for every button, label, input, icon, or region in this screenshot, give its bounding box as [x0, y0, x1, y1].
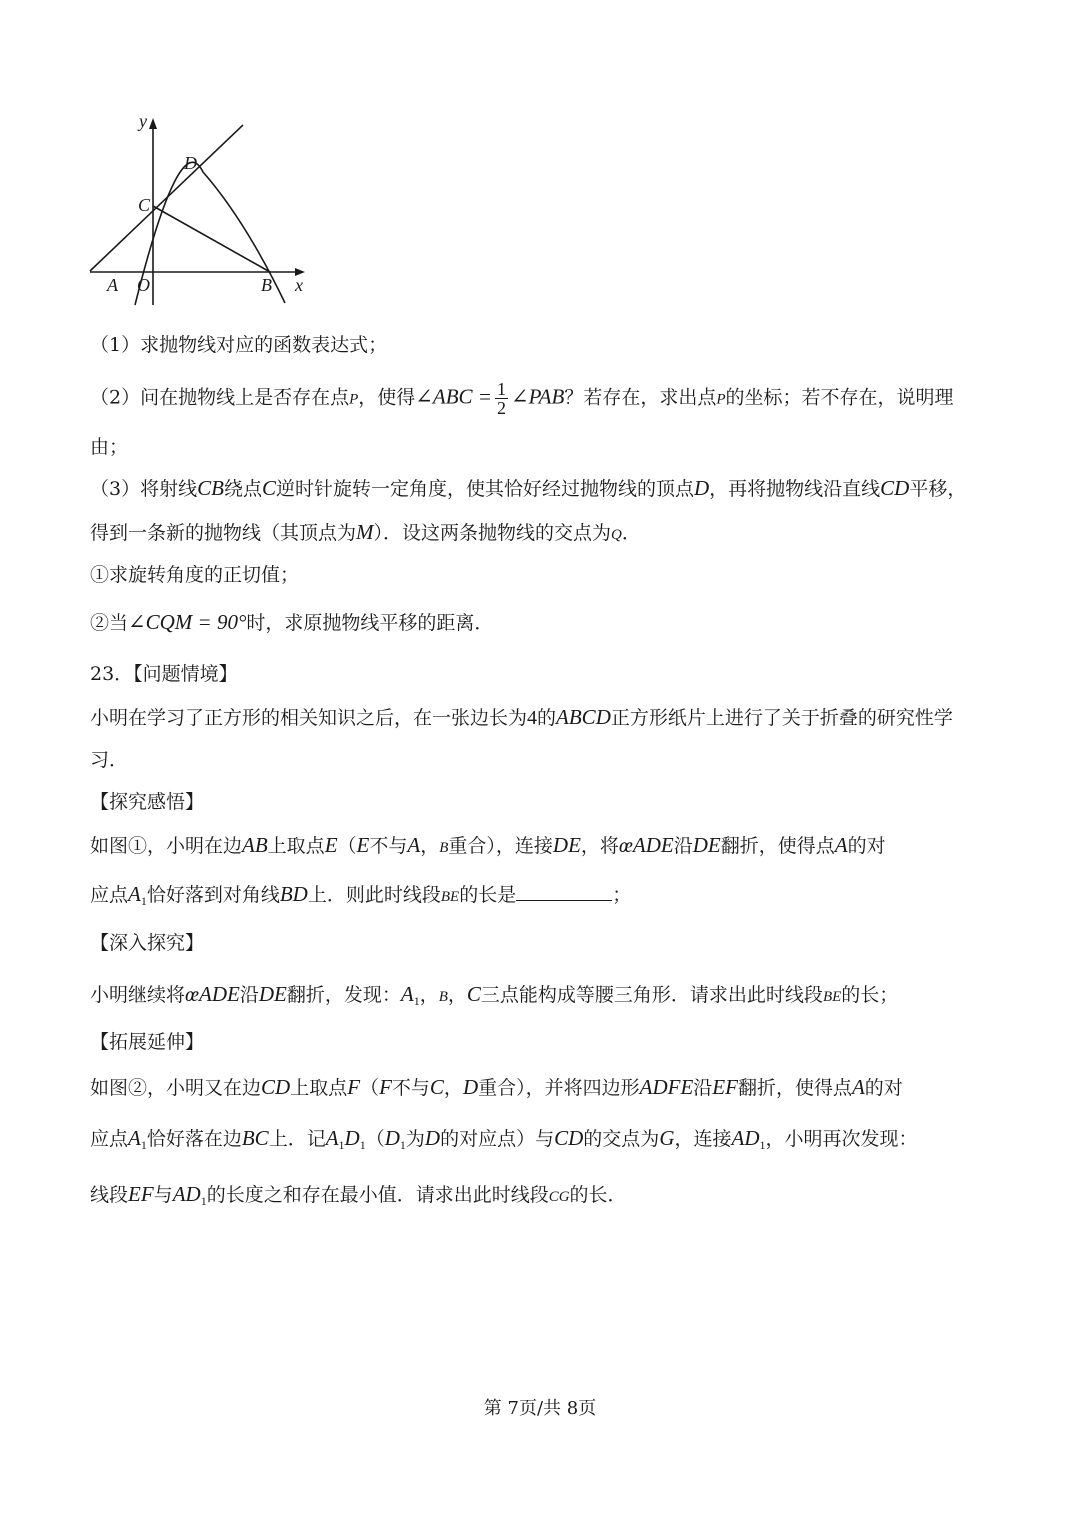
extend-line2 [90, 1124, 990, 1153]
segment-ad1-2-letters: AD [172, 1182, 201, 1206]
q23-intro-text-c: 正方形纸片上进行了关于折叠的研究性学 [610, 707, 953, 729]
extend-text-g: 沿 [693, 1077, 713, 1099]
section-explore-title: 【探究感悟】 [90, 791, 205, 813]
segment-a1d1-d: D [344, 1126, 360, 1150]
point-d: D [693, 476, 710, 500]
label-b: B [261, 275, 272, 295]
point-c-2: C [466, 982, 481, 1006]
explore-text-k: 应点 [90, 884, 129, 906]
segment-ef-2: EF [128, 1182, 154, 1206]
point-a1-2 [401, 982, 420, 1006]
point-q: Q [611, 527, 622, 543]
extend-text-r: ，小明再次发现： [765, 1128, 918, 1150]
fraction-half [495, 380, 508, 417]
segment-be-2: BE [822, 989, 842, 1005]
deep-text-c: 翻折，发现： [286, 984, 401, 1006]
extend-text-v: 的长． [569, 1184, 627, 1206]
point-a-3: A [851, 1075, 865, 1099]
point-b-2: B [438, 989, 448, 1005]
explore-text-i: 翻折，使得点 [720, 835, 835, 857]
square-abcd: ABCD [556, 705, 611, 729]
extend-text-q: ，连接 [674, 1128, 732, 1150]
point-b: B [439, 840, 449, 856]
line-cb [153, 206, 270, 272]
q22-part3-text-f: 得到一条新的抛物线（其顶点为 [90, 522, 357, 544]
subscript-1: 1 [759, 1138, 766, 1152]
section-deep [90, 929, 990, 957]
segment-cg: CG [548, 1189, 570, 1205]
label-a: A [107, 275, 118, 295]
section-extend-title: 【拓展延伸】 [90, 1031, 205, 1053]
extend-text-n: 为 [405, 1128, 425, 1150]
point-a-2: A [834, 833, 848, 857]
q23-intro-cont [90, 746, 990, 774]
extend-text-c: （ [360, 1077, 380, 1099]
q22-sub1-text: ①求旋转角度的正切值； [90, 564, 300, 586]
side-cd-2: CD [554, 1126, 584, 1150]
point-a1-3 [128, 1126, 147, 1150]
q22-sub2-text-b: 时，求原抛物线平移的距离． [246, 612, 494, 634]
extend-line3 [90, 1180, 990, 1211]
ray-cb: CB [197, 476, 224, 500]
point-c: C [261, 476, 276, 500]
extend-text-e: ， [443, 1077, 463, 1099]
triangle-ade: œADE [618, 833, 674, 857]
label-x: x [295, 275, 303, 295]
q22-part2-text-a: （2）问在抛物线上是否存在点 [90, 386, 350, 409]
triangle-ade-2: œADE [185, 982, 240, 1006]
extend-text-i: 的对 [864, 1077, 903, 1099]
q22-part1 [90, 331, 990, 359]
point-a1-3-letter: A [128, 1126, 141, 1150]
point-a1-letter: A [128, 882, 141, 906]
explore-text-o: ； [612, 884, 632, 906]
subscript-1: 1 [200, 1194, 207, 1208]
subscript-1: 1 [140, 894, 147, 908]
segment-a1d1-a: A [325, 1126, 339, 1150]
segment-ad1-letters: AD [731, 1126, 760, 1150]
q22-part3-text-c: 逆时针旋转一定角度，使其恰好经过抛物线的顶点 [275, 478, 694, 500]
q22-part3-text-g: ）．设这两条抛物线的交点为 [373, 522, 612, 544]
q22-part3-text-e: 平移， [909, 478, 967, 500]
q23-heading [90, 660, 990, 688]
explore-line1 [90, 831, 990, 862]
segment-ef: EF [712, 1075, 738, 1099]
explore-text-g: ，将 [580, 835, 619, 857]
side-bc: BC [241, 1126, 269, 1150]
explore-text-f: 重合），连接 [448, 835, 553, 857]
subscript-1: 1 [359, 1138, 366, 1152]
q22-part2-text-e: 由； [90, 436, 129, 458]
point-a: A [407, 833, 421, 857]
subscript-1: 1 [140, 1138, 147, 1152]
q22-part3-cont [90, 518, 990, 549]
q22-part3-text-a: （3）将射线 [90, 478, 198, 500]
q22-part2 [90, 380, 990, 417]
side-length: 4 [527, 707, 538, 729]
point-a1-2-letter: A [400, 982, 414, 1006]
extend-line1 [90, 1073, 990, 1102]
segment-a1d1 [326, 1126, 366, 1150]
point-g: G [659, 1126, 675, 1150]
point-m: M [356, 520, 374, 544]
side-ab: AB [242, 833, 268, 857]
point-d-2: D [462, 1075, 479, 1099]
label-o: O [137, 275, 150, 295]
parabola-figure [85, 105, 325, 320]
point-p: P [349, 391, 359, 408]
subscript-1: 1 [338, 1138, 345, 1152]
extend-text-t: 与 [153, 1184, 173, 1206]
point-c-3: C [429, 1075, 444, 1099]
deep-line1 [90, 980, 990, 1011]
section-deep-title: 【深入探究】 [90, 932, 205, 954]
angle-abc: ∠ABC = [415, 384, 492, 409]
q22-part2-text-b: ，使得 [358, 386, 416, 409]
extend-text-j: 应点 [90, 1128, 129, 1150]
extend-text-p: 的交点为 [583, 1128, 660, 1150]
explore-text-m: 上．则此时线段 [307, 884, 441, 906]
subscript-1: 1 [399, 1138, 406, 1152]
section-explore [90, 788, 990, 816]
explore-text-l: 恰好落到对角线 [146, 884, 280, 906]
extend-text-h: 翻折，使得点 [737, 1077, 852, 1099]
label-c: C [138, 195, 151, 215]
explore-text-c: （ [337, 835, 357, 857]
point-e: E [324, 833, 338, 857]
q22-part3 [90, 474, 990, 503]
fraction-denominator: 2 [496, 398, 506, 418]
extend-text-a: 如图②，小明又在边 [90, 1077, 262, 1099]
point-d1 [385, 1126, 406, 1150]
extend-text-k: 恰好落在边 [146, 1128, 242, 1150]
quad-adfe: ADFE [639, 1075, 694, 1099]
point-e-2: E [356, 833, 370, 857]
fraction-numerator: 1 [496, 379, 506, 399]
angle-cqm: ∠CQM = 90° [128, 610, 247, 634]
q22-part2-text-c: ？若存在，求出点 [564, 386, 717, 409]
segment-de-3: DE [258, 982, 287, 1006]
point-f-2: F [379, 1075, 392, 1099]
explore-line2 [90, 880, 990, 911]
deep-text-b: 沿 [239, 984, 259, 1006]
extend-text-l: 上．记 [268, 1128, 326, 1150]
answer-blank[interactable] [516, 882, 612, 901]
extend-text-f: 重合），并将四边形 [478, 1077, 640, 1099]
q22-part2-text-d: 的坐标；若不存在，说明理 [725, 386, 954, 409]
subscript-1: 1 [413, 994, 420, 1008]
extend-text-u: 的长度之和存在最小值．请求出此时线段 [206, 1184, 549, 1206]
explore-text-n: 的长是 [459, 884, 517, 906]
extend-text-s: 线段 [90, 1184, 129, 1206]
q23-intro-text-d: 习． [90, 749, 129, 771]
explore-text-h: 沿 [673, 835, 693, 857]
angle-pab: ∠PAB [510, 384, 565, 409]
deep-text-f: 三点能构成等腰三角形．请求出此时线段 [480, 984, 823, 1006]
explore-text-b: 上取点 [267, 835, 325, 857]
point-p-2: P [716, 391, 726, 408]
y-axis-arrow [149, 118, 157, 129]
q22-part3-text-d: ，再将抛物线沿直线 [709, 478, 881, 500]
side-cd: CD [261, 1075, 291, 1099]
page-footer: 第 7页/共 8页 [483, 1398, 597, 1419]
q23-intro [90, 703, 990, 732]
extend-text-b: 上取点 [290, 1077, 348, 1099]
q22-part2-cont [90, 433, 990, 461]
q22-part3-text-h: ． [621, 522, 641, 544]
segment-de-2: DE [692, 833, 721, 857]
section-extend [90, 1028, 990, 1056]
q22-part1-text: （1）求抛物线对应的函数表达式； [90, 334, 388, 356]
segment-ad1-2 [173, 1182, 207, 1206]
extend-text-o: 的对应点）与 [440, 1128, 555, 1150]
explore-text-a: 如图①，小明在边 [90, 835, 243, 857]
label-d: D [184, 153, 197, 173]
explore-text-e: ， [420, 835, 440, 857]
deep-text-a: 小明继续将 [90, 984, 186, 1006]
label-y: y [139, 111, 147, 131]
segment-be: BE [440, 889, 460, 905]
q22-sub1 [90, 561, 990, 589]
diagonal-bd: BD [279, 882, 308, 906]
deep-text-g: 的长； [841, 984, 899, 1006]
q23-intro-text-a: 小明在学习了正方形的相关知识之后，在一张边长为 [90, 707, 528, 729]
point-d1-letter: D [384, 1126, 400, 1150]
deep-text-e: ， [447, 984, 467, 1006]
explore-text-j: 的对 [847, 835, 886, 857]
segment-ad1 [732, 1126, 766, 1150]
q23-heading-text: 23．【问题情境】 [90, 663, 238, 685]
q22-part3-text-b: 绕点 [223, 478, 262, 500]
deep-text-d: ， [419, 984, 439, 1006]
explore-text-d: 不与 [369, 835, 408, 857]
extend-text-m: （ [365, 1128, 385, 1150]
point-d-3: D [424, 1126, 441, 1150]
q22-sub2 [90, 608, 990, 637]
q23-intro-text-b: 的 [537, 707, 557, 729]
q22-sub2-text-a: ②当 [90, 612, 129, 634]
line-cd: CD [880, 476, 910, 500]
point-a1 [128, 882, 147, 906]
segment-de: DE [552, 833, 581, 857]
point-f: F [347, 1075, 361, 1099]
extend-text-d: 不与 [391, 1077, 430, 1099]
